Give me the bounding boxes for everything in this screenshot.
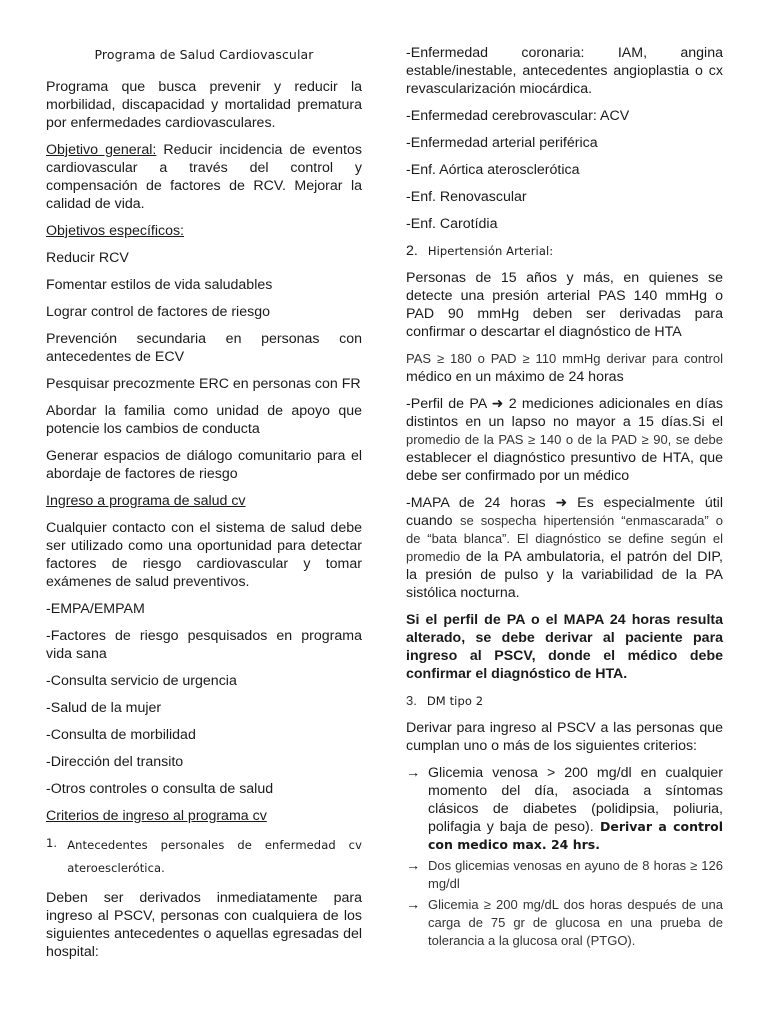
ingreso-paragraph: Cualquier contacto con el sistema de salud debe ser utilizado como una oportunidad para detectar factores de riesgo cardiovascular y tomar exámenes de salud preventivos. [46,520,362,590]
ingreso-item: -EMPA/EMPAM [46,601,145,617]
ecv-item: -Enf. Aórtica aterosclerótica [406,162,580,178]
specific-objectives-heading: Objetivos específicos: [46,223,184,239]
perfil-paragraph [406,395,723,485]
general-objective-text: Reducir incidencia de eventos cardiovascular a través del control y compensación de factores de RCV. Mejorar la calidad de vida. [46,142,362,212]
dm-number: 3. [406,693,417,708]
mapa-paragraph [406,494,723,602]
ingreso-item: -Factores de riesgo pesquisados en programa vida sana [46,628,362,662]
dm-criterion-text: Glicemia ≥ 200 mg/dL dos horas después de una carga de 75 gr de glucosa en una prueba de tolerancia a la glucosa oral (PTGO). [428,897,723,948]
dm-title: DM tipo 2 [426,694,484,708]
ecv-item: -Enfermedad coronaria: IAM, angina estable/inestable, antecedentes angioplastia o cx revascularización miocárdica. [406,45,723,97]
list-item [406,764,723,854]
general-objective [46,141,362,213]
pas-paragraph [406,350,723,386]
list-item [406,857,723,893]
dm-heading [406,692,723,710]
dm-criterion-note: Derivar a control con medico max. 24 hrs. [428,819,724,852]
ingreso-item: -Dirección del transito [46,754,184,770]
arrow-icon: → [406,765,421,781]
criterio-1 [46,834,362,880]
dm-criterion-text: Dos glicemias venosas en ayuno de 8 horas ≥ 126 mg/dl [428,858,723,891]
criterios-heading: Criterios de ingreso al programa cv [46,808,267,824]
document-title: Programa de Salud Cardiovascular [94,47,314,62]
dm-criterion-text: Glicemia venosa > 200 mg/dl en cualquier momento del día, asociada a síntomas clásicos de diabetes (polidipsia, poliuria, polifagia y baja de peso). [428,765,723,835]
specific-objective: Lograr control de factores de riesgo [46,304,270,320]
hta-heading [406,242,723,260]
hta-paragraph: Personas de 15 años y más, en quienes se detecte una presión arterial PAS 140 mmHg o PAD 90 mmHg deben ser derivadas para confirmar o descartar el diagnóstico de HTA [406,270,723,340]
intro-paragraph: Programa que busca prevenir y reducir la morbilidad, discapacidad y mortalidad prematura por enfermedades cardiovasculares. [46,79,362,131]
perfil-text-b: establecer el diagnóstico presuntivo de HTA, que debe ser confirmado por un médico [406,450,723,484]
specific-objective: Prevención secundaria en personas con antecedentes de ECV [46,331,362,365]
ingreso-item: -Salud de la mujer [46,700,162,716]
ecv-item: -Enfermedad cerebrovascular: ACV [406,108,630,124]
ecv-item: -Enf. Renovascular [406,189,527,205]
specific-objective: Pesquisar precozmente ERC en personas con FR [46,376,361,392]
ingreso-item: -Consulta de morbilidad [46,727,196,743]
criterio-1-number: 1. [46,836,58,850]
perfil-text-a: -Perfil de PA ➜ 2 mediciones adicionales en días distintos en un lapso no mayor a 15 días.Si el [406,396,723,430]
hta-number: 2. [406,243,418,259]
derivados-paragraph: Deben ser derivados inmediatamente para ingreso al PSCV, personas con cualquiera de los siguientes antecedentes o aquellas egresadas del hospital: [46,890,362,960]
mapa-text-b: de la PA ambulatoria, el patrón del DIP, la presión de pulso y la variabilidad de la PA sistólica nocturna. [406,549,723,601]
hta-title: Hipertensión Arterial: [427,244,554,258]
ecv-item: -Enf. Carotídia [406,216,498,232]
dm-criteria-list [406,764,723,950]
pas-rest-text: médico en un máximo de 24 horas [406,369,624,385]
list-item [406,896,723,950]
right-column [406,44,723,956]
left-column [46,44,362,970]
specific-objective: Fomentar estilos de vida saludables [46,277,273,293]
dm-paragraph: Derivar para ingreso al PSCV a las personas que cumplan uno o más de los siguientes criterios: [406,720,723,754]
ingreso-item: -Consulta servicio de urgencia [46,673,237,689]
specific-objective: Reducir RCV [46,250,129,266]
pas-small-text: PAS ≥ 180 o PAD ≥ 110 mmHg derivar para control [406,351,723,366]
mapa-small-text: se sospecha hipertensión “enmascarada” o de “bata blanca”. El diagnóstico se define según el promedio [406,513,723,564]
perfil-small-text: promedio de la PAS ≥ 140 o de la PAD ≥ 90, se debe [406,432,723,447]
ingreso-item: -Otros controles o consulta de salud [46,781,274,797]
criterio-1-text: Antecedentes personales de enfermedad cv ateroesclerótica. [67,838,362,875]
specific-objective: Generar espacios de diálogo comunitario para el abordaje de factores de riesgo [46,448,362,482]
specific-objective: Abordar la familia como unidad de apoyo que potencie los cambios de conducta [46,403,362,437]
ecv-item: -Enfermedad arterial periférica [406,135,598,151]
ingreso-heading: Ingreso a programa de salud cv [46,493,246,509]
arrow-icon: → [406,897,421,913]
mapa-text-a: -MAPA de 24 horas ➜ Es especialmente útil cuando [406,495,723,529]
alterado-paragraph: Si el perfil de PA o el MAPA 24 horas resulta alterado, se debe derivar al paciente para ingreso al PSCV, donde el médico debe confirmar el diagnóstico de HTA. [406,612,723,682]
general-objective-label: Objetivo general: [46,142,157,158]
arrow-icon: → [406,858,421,874]
